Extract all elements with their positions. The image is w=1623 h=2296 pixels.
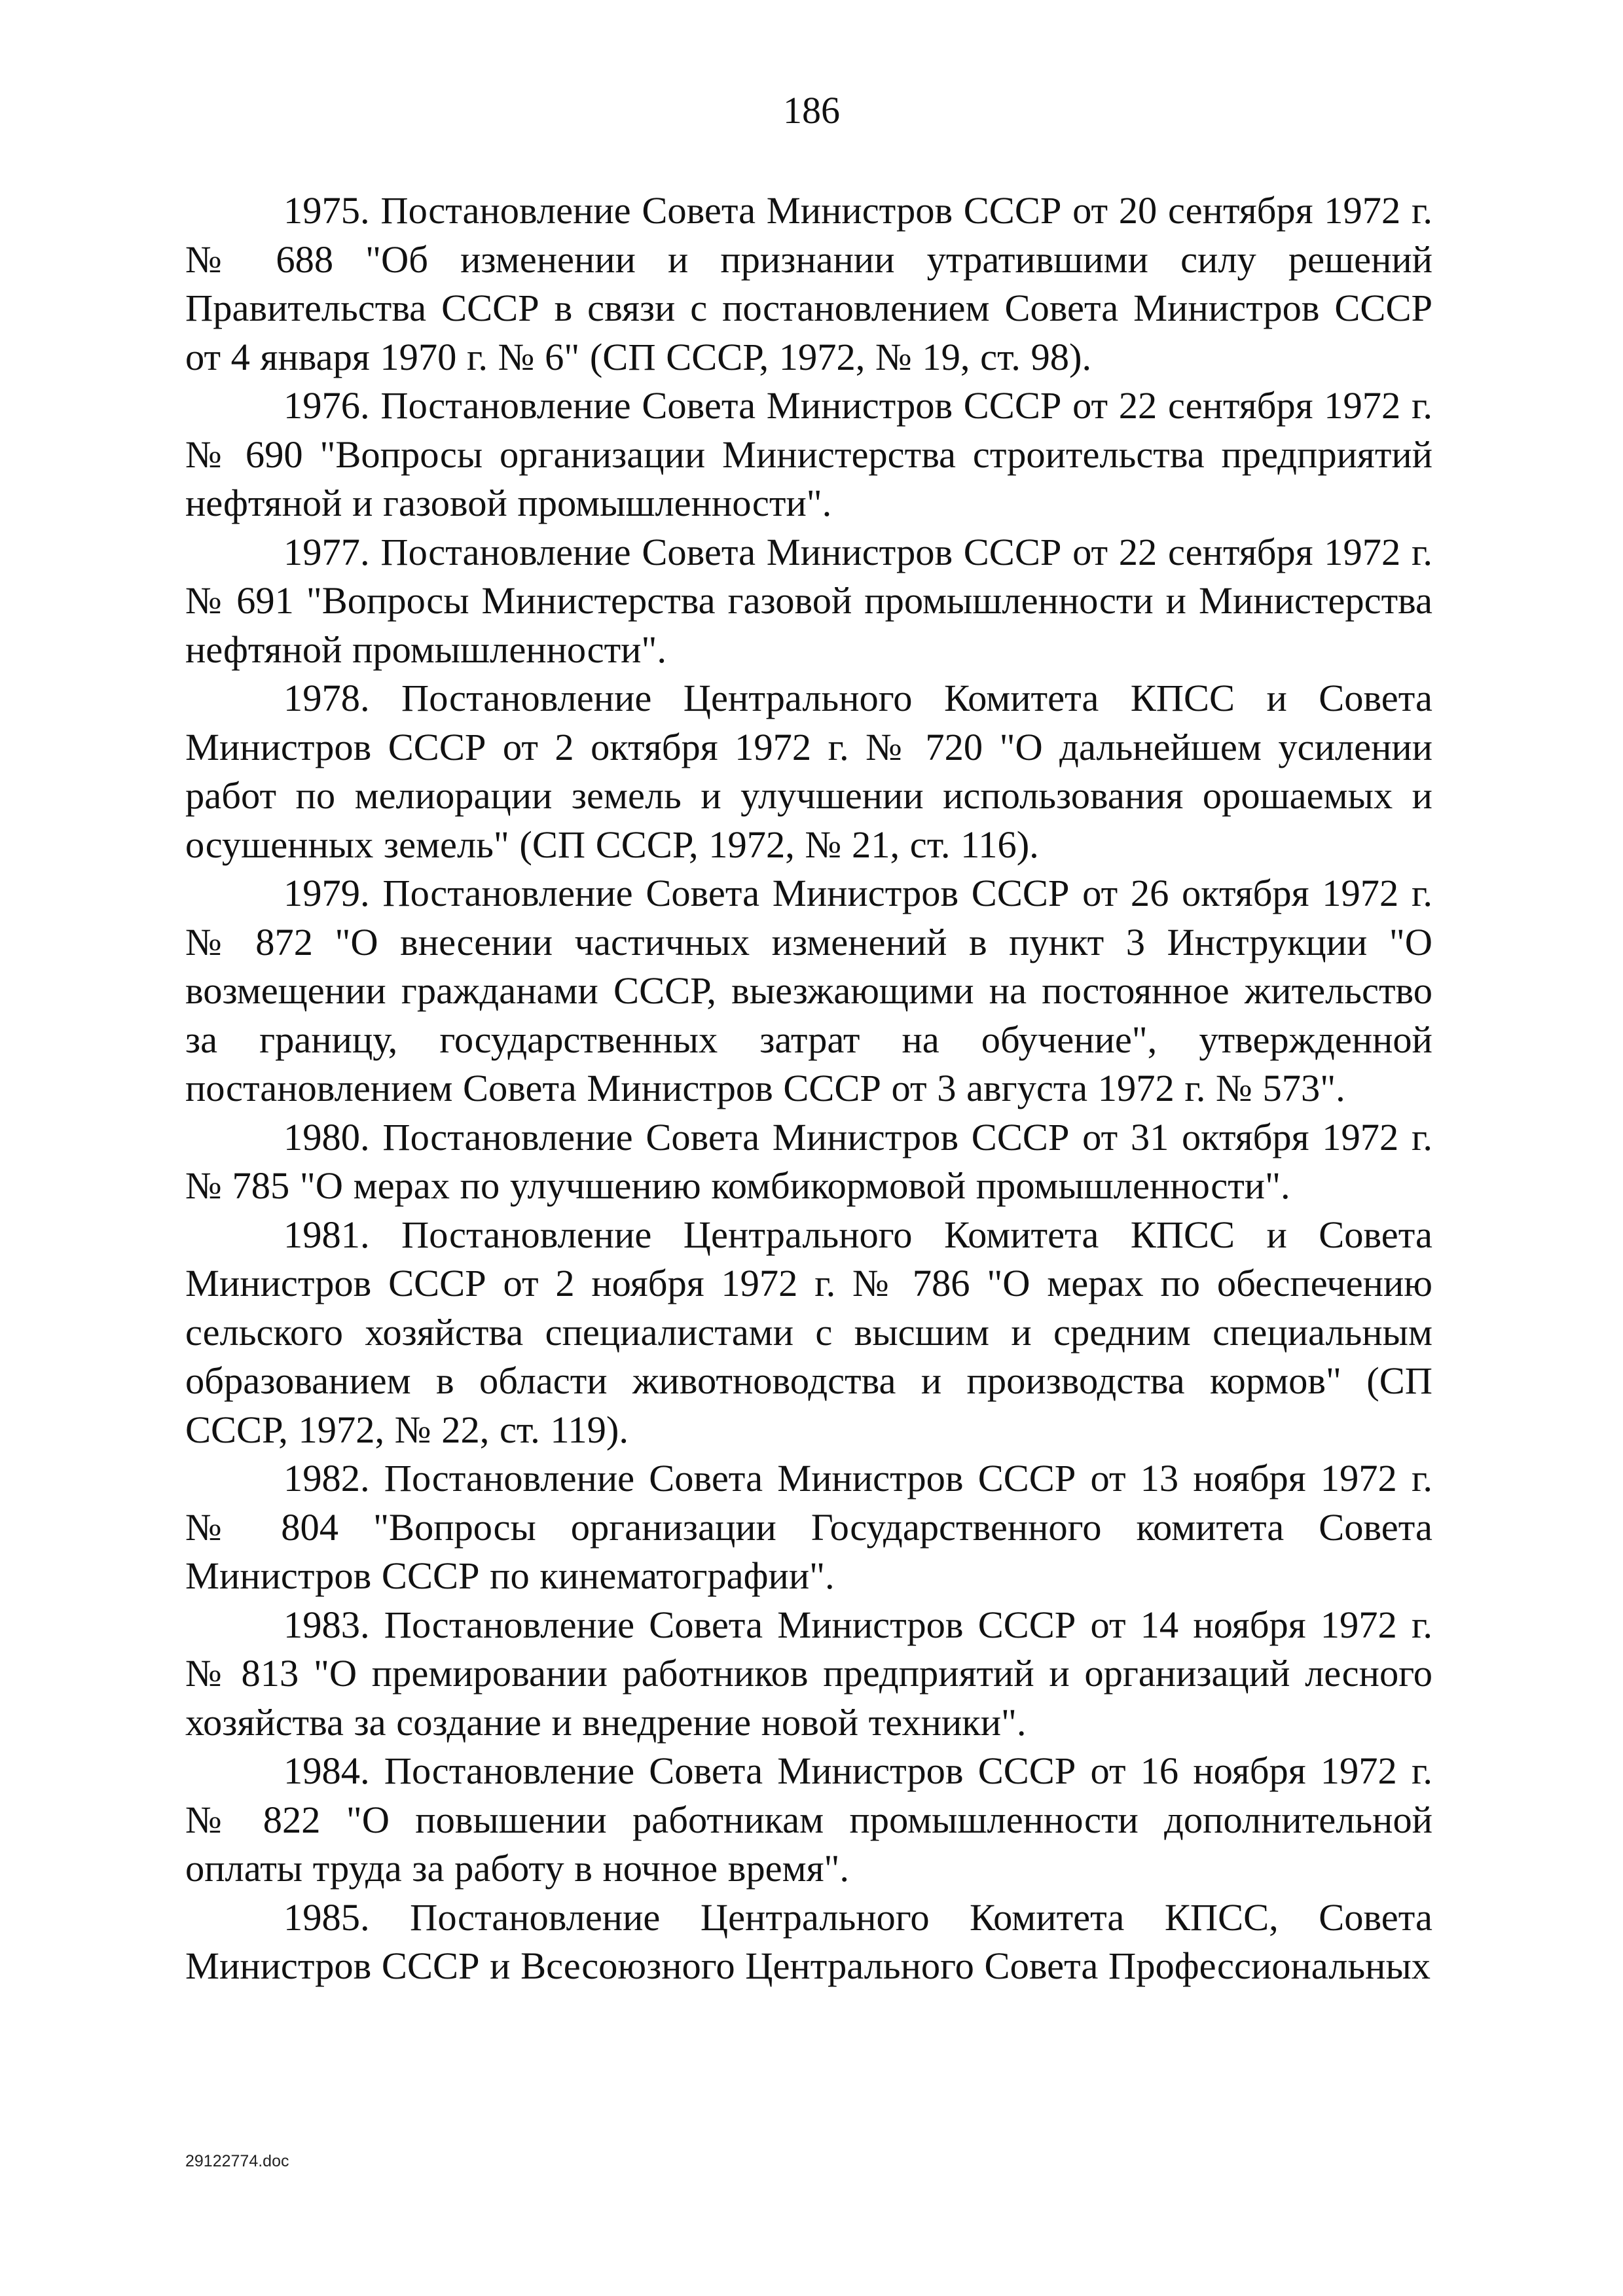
entry-1985: 1985. Постановление Центрального Комитета КПСС, Совета Министров СССР и Всесоюзного Центрального Совета Профессиональных: [185, 1895, 1432, 1987]
footer-filename: 29122774.doc: [185, 2152, 289, 2170]
entry-1979: 1979. Постановление Совета Министров СССР от 26 октября 1972 г. № 872 "О внесении частичных изменений в пункт 3 Инструкции "О возмещении гражданами СССР, выезжающими на постоянное жительство за границу, государственных затрат на обучение", утвержденной постановлением Совета Министров СССР от 3 августа 1972 г. № 573".: [185, 872, 1432, 1109]
entry-1976: 1976. Постановление Совета Министров СССР от 22 сентября 1972 г. № 690 "Вопросы организации Министерства строительства предприятий нефтяной и газовой промышленности".: [185, 384, 1432, 524]
entry-1981: 1981. Постановление Центрального Комитета КПСС и Совета Министров СССР от 2 ноября 1972 г. № 786 "О мерах по обеспечению сельского хозяйства специалистами с высшим и средним специальным образованием в области животноводства и производства кормов" (СП СССР, 1972, № 22, ст. 119).: [185, 1213, 1432, 1451]
entry-1983: 1983. Постановление Совета Министров СССР от 14 ноября 1972 г. № 813 "О премировании работников предприятий и организаций лесного хозяйства за создание и внедрение новой техники".: [185, 1603, 1432, 1744]
page-number: 186: [783, 89, 840, 132]
entry-1975: 1975. Постановление Совета Министров СССР от 20 сентября 1972 г. № 688 "Об изменении и признании утратившими силу решений Правительства СССР в связи с постановлением Совета Министров СССР от 4 января 1970 г. № 6" (СП СССР, 1972, № 19, ст. 98).: [185, 189, 1432, 378]
entry-1980: 1980. Постановление Совета Министров СССР от 31 октября 1972 г. № 785 "О мерах по улучшению комбикормовой промышленности".: [185, 1115, 1432, 1207]
entry-1978: 1978. Постановление Центрального Комитета КПСС и Совета Министров СССР от 2 октября 1972 г. № 720 "О дальнейшем усилении работ по мелиорации земель и улучшении использования орошаемых и осушенных земель" (СП СССР, 1972, № 21, ст. 116).: [185, 677, 1432, 866]
entry-1977: 1977. Постановление Совета Министров СССР от 22 сентября 1972 г. № 691 "Вопросы Министерства газовой промышленности и Министерства нефтяной промышленности".: [185, 530, 1432, 671]
entry-1982: 1982. Постановление Совета Министров СССР от 13 ноября 1972 г. № 804 "Вопросы организации Государственного комитета Совета Министров СССР по кинематографии".: [185, 1457, 1432, 1597]
entry-1984: 1984. Постановление Совета Министров СССР от 16 ноября 1972 г. № 822 "О повышении работникам промышленности дополнительной оплаты труда за работу в ночное время".: [185, 1749, 1432, 1890]
document-body: [185, 187, 1432, 1991]
